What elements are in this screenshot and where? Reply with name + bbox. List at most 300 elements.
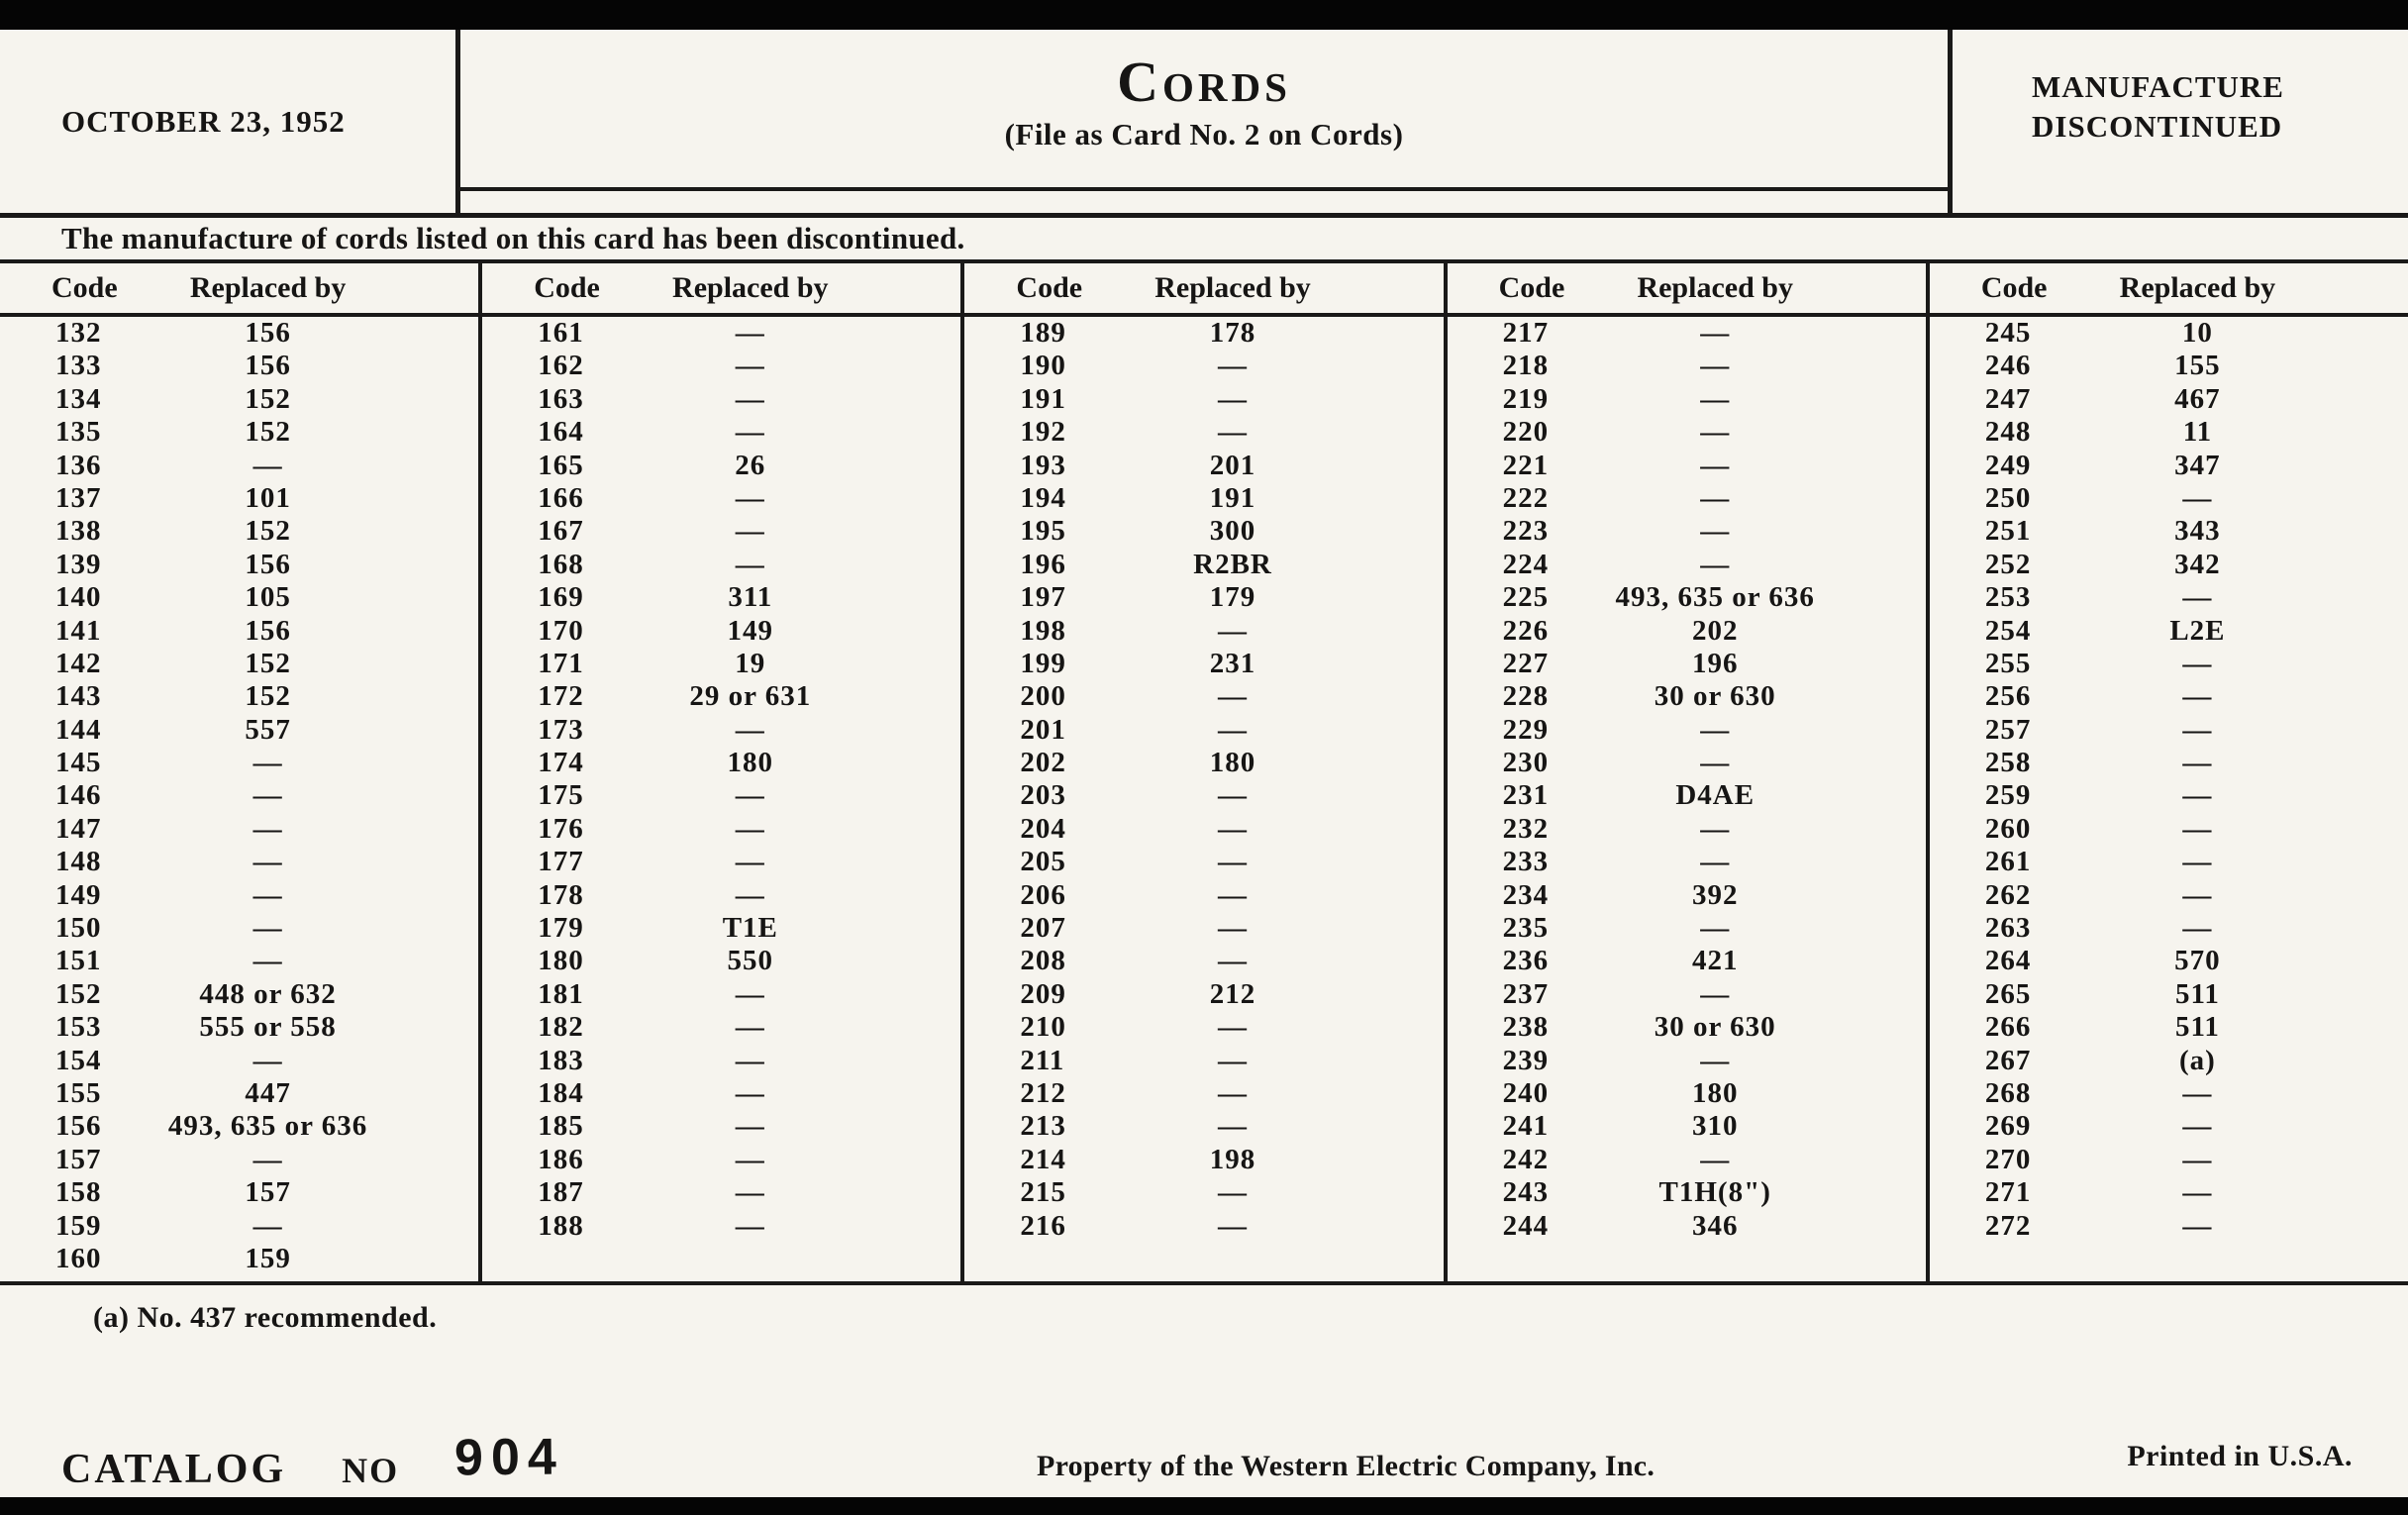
code-cell: 171 [538,647,584,679]
code-cell: 213 [1020,1110,1066,1143]
code-cell: 168 [538,548,584,580]
replaced-cell: — [1218,1209,1248,1242]
table-row [0,1110,478,1143]
replaced-cell: 157 [245,1176,291,1209]
code-cell: 174 [538,747,584,779]
table-row [964,1045,1443,1077]
replaced-cell: — [252,912,283,945]
replaced-cell: — [735,878,765,911]
table-row [1930,1077,2408,1110]
code-cell: 136 [55,449,102,481]
replaced-cell: 152 [245,416,291,449]
table-row [964,615,1443,648]
code-cell: 201 [1020,713,1066,746]
replaced-cell: — [1218,779,1248,812]
table-row [0,747,478,779]
table-row [964,1077,1443,1110]
replaced-cell: — [735,846,765,878]
code-cell: 256 [1984,680,2032,713]
code-cell: 246 [1984,350,2032,382]
table-row [1448,879,1926,912]
replaced-cell: — [252,747,283,779]
replaced-cell: 347 [2174,449,2221,481]
code-cell: 237 [1502,977,1550,1010]
code-cell: 257 [1984,713,2032,746]
code-cell: 183 [538,1044,584,1076]
table-row [0,1176,478,1209]
replaced-cell: — [2182,846,2213,878]
code-cell: 196 [1020,548,1066,580]
table-row [964,350,1443,382]
code-cell: 231 [1502,779,1550,812]
code-cell: 195 [1020,515,1066,548]
code-cell: 159 [55,1209,102,1242]
table-row [482,581,960,614]
replaced-cell: 300 [1209,515,1256,548]
code-cell: 173 [538,713,584,746]
replaced-cell: — [252,878,283,911]
table-row [482,978,960,1011]
table-row [964,945,1443,977]
replaced-cell: 392 [1691,878,1739,911]
code-cell: 206 [1020,878,1066,911]
replaced-cell: — [1700,912,1731,945]
table-row [482,813,960,846]
code-cell: 222 [1502,481,1550,514]
replaced-cell: — [735,1076,765,1109]
table-row [0,615,478,648]
table-row [0,813,478,846]
replaced-cell: — [1700,812,1731,845]
code-cell: 149 [55,878,102,911]
replaced-cell: 493, 635 or 636 [167,1110,368,1143]
code-cell: 190 [1020,350,1066,382]
table-row [1448,978,1926,1011]
code-header: Code [51,271,118,304]
replaced-cell: — [1218,846,1248,878]
code-cell: 217 [1502,317,1550,349]
replaced-cell: — [1700,1143,1731,1175]
table-row [1930,549,2408,581]
table-row [1930,450,2408,482]
table-row [1930,515,2408,548]
code-cell: 211 [1020,1044,1065,1076]
code-cell: 142 [55,647,102,679]
table-row [1930,1011,2408,1044]
code-cell: 182 [538,1011,584,1044]
code-cell: 240 [1502,1076,1550,1109]
code-cell: 248 [1984,416,2032,449]
table-row [964,482,1443,515]
table-row [0,1210,478,1243]
table-row [1448,1077,1926,1110]
table-row [0,648,478,680]
replaced-cell: 180 [1691,1076,1739,1109]
code-cell: 225 [1502,581,1550,614]
table-row [1930,813,2408,846]
replaced-cell: 493, 635 or 636 [1615,581,1815,614]
replaced-cell: 11 [2182,416,2213,449]
code-cell: 176 [538,812,584,845]
replaced-cell: — [252,812,283,845]
replaced-cell: — [1700,977,1731,1010]
code-cell: 267 [1984,1044,2032,1076]
replaced-cell: — [1218,614,1248,647]
table-row [482,714,960,747]
code-cell: 139 [55,548,102,580]
replaced-cell: — [735,515,765,548]
page-title: Cords [1117,50,1291,114]
table-row [482,879,960,912]
table-row [0,549,478,581]
table-row [482,680,960,713]
code-cell: 163 [538,382,584,415]
replaced-cell: 310 [1691,1110,1739,1143]
table-row [1930,747,2408,779]
replaced-cell: — [252,846,283,878]
table-row [1930,317,2408,350]
replaced-cell: 212 [1209,977,1256,1010]
code-cell: 175 [538,779,584,812]
replaced-cell: — [1218,1076,1248,1109]
table-row [1448,482,1926,515]
table-header-row [482,263,960,317]
file-as-subtitle: (File as Card No. 2 on Cords) [1004,117,1404,152]
replaced-cell: 421 [1691,945,1739,977]
code-cell: 160 [55,1242,102,1274]
replaced-by-header: Replaced by [189,271,347,304]
table-row [1930,350,2408,382]
code-cell: 214 [1020,1143,1066,1175]
table-row [964,912,1443,945]
table-row [1448,945,1926,977]
code-cell: 192 [1020,416,1066,449]
code-cell: 144 [55,713,102,746]
replaced-cell: 570 [2174,945,2221,977]
replaced-cell: 180 [727,747,774,779]
code-cell: 177 [538,846,584,878]
table-row [0,779,478,812]
code-cell: 265 [1984,977,2032,1010]
replaced-cell: 447 [245,1076,291,1109]
replaced-cell: 198 [1209,1143,1256,1175]
replaced-cell: — [735,812,765,845]
table-row [0,714,478,747]
replaced-by-header: Replaced by [1154,271,1311,304]
replaced-cell: — [1218,416,1248,449]
replaced-cell: — [2182,1176,2213,1209]
table-row [482,779,960,812]
table-row [482,450,960,482]
replaced-cell: — [735,779,765,812]
table-row [964,581,1443,614]
table-row [0,978,478,1011]
code-cell: 132 [55,317,102,349]
code-cell: 264 [1984,945,2032,977]
table-row [1448,1144,1926,1176]
replaced-cell: — [1700,350,1731,382]
code-cell: 140 [55,581,102,614]
code-cell: 238 [1502,1011,1550,1044]
table-row [0,879,478,912]
table-row [482,945,960,977]
code-cell: 219 [1502,382,1550,415]
table-row [964,1176,1443,1209]
table-row [0,350,478,382]
code-cell: 258 [1984,747,2032,779]
replaced-cell: — [2182,747,2213,779]
code-cell: 272 [1984,1209,2032,1242]
header-title-section [460,30,1948,191]
table-row [482,1110,960,1143]
replaced-cell: — [2182,713,2213,746]
code-cell: 181 [538,977,584,1010]
replaced-cell: 30 or 630 [1654,680,1776,713]
table-row [964,747,1443,779]
printed-in-text: Printed in U.S.A. [2127,1440,2353,1472]
table-row [964,1110,1443,1143]
code-cell: 247 [1984,382,2032,415]
code-cell: 239 [1502,1044,1550,1076]
table-row [482,1045,960,1077]
code-cell: 228 [1502,680,1550,713]
code-cell: 251 [1984,515,2032,548]
table-row [964,515,1443,548]
table-row [1930,383,2408,416]
replaced-cell: — [1700,515,1731,548]
table-row [0,1243,478,1275]
code-cell: 205 [1020,846,1066,878]
code-cell: 234 [1502,878,1550,911]
replaced-cell: — [252,1209,283,1242]
code-header: Code [1016,271,1083,304]
code-cell: 220 [1502,416,1550,449]
table-row [964,416,1443,449]
catalog-label: CATALOG [61,1447,287,1492]
table-row [1930,416,2408,449]
replaced-cell: — [1700,416,1731,449]
table-row [964,680,1443,713]
code-cell: 236 [1502,945,1550,977]
code-cell: 232 [1502,812,1550,845]
replaced-cell: 159 [245,1242,291,1274]
replaced-cell: L2E [2169,614,2226,647]
table-row [1930,912,2408,945]
code-cell: 133 [55,350,102,382]
table-row [1448,714,1926,747]
replaced-cell: 511 [2174,977,2220,1010]
table-row [1930,978,2408,1011]
code-cell: 137 [55,481,102,514]
replaced-cell: — [735,317,765,349]
table-header-row [0,263,478,317]
code-cell: 253 [1984,581,2032,614]
table-row [1448,1011,1926,1044]
table-row [482,482,960,515]
code-cell: 204 [1020,812,1066,845]
table-row [0,515,478,548]
replaced-cell: 101 [245,481,291,514]
table-row [1930,1210,2408,1243]
replaced-cell: 557 [245,713,291,746]
table-row [482,1077,960,1110]
table-row [482,549,960,581]
table-row [964,648,1443,680]
replaced-cell: 105 [245,581,291,614]
table-row [964,813,1443,846]
table-row [1448,1210,1926,1243]
code-cell: 260 [1984,812,2032,845]
code-cell: 178 [538,878,584,911]
table-row [1448,779,1926,812]
table-row [1448,350,1926,382]
replaced-cell: 26 [735,449,766,481]
replaced-cell: 180 [1209,747,1256,779]
code-cell: 143 [55,680,102,713]
table-row [1448,680,1926,713]
code-cell: 169 [538,581,584,614]
code-cell: 157 [55,1143,102,1175]
replaced-cell: 155 [2174,350,2221,382]
table-row [0,1011,478,1044]
code-cell: 229 [1502,713,1550,746]
table-row [482,1176,960,1209]
replaced-cell: — [1218,713,1248,746]
replaced-cell: — [1218,1110,1248,1143]
table-row [482,747,960,779]
table-row [1930,879,2408,912]
table-row [0,581,478,614]
code-cell: 189 [1020,317,1066,349]
cords-table [0,263,2408,1285]
table-row [482,648,960,680]
replaced-cell: — [735,1176,765,1209]
replaced-cell: — [2182,680,2213,713]
code-cell: 138 [55,515,102,548]
table-row [1448,1045,1926,1077]
code-header: Code [1980,271,2048,304]
replaced-cell: (a) [2178,1044,2216,1076]
replaced-cell: 179 [1209,581,1256,614]
code-cell: 198 [1020,614,1066,647]
table-row [0,912,478,945]
code-cell: 262 [1984,878,2032,911]
replaced-cell: 201 [1209,449,1256,481]
replaced-cell: — [1218,1011,1248,1044]
table-row [482,1011,960,1044]
status-line-2: DISCONTINUED [2032,109,2283,145]
code-cell: 194 [1020,481,1066,514]
table-row [1448,813,1926,846]
table-row [482,1210,960,1243]
code-cell: 252 [1984,548,2032,580]
code-cell: 191 [1020,382,1066,415]
code-cell: 250 [1984,481,2032,514]
replaced-cell: — [1218,382,1248,415]
code-cell: 141 [55,614,102,647]
replaced-cell: — [1700,382,1731,415]
card-footer [0,1428,2408,1497]
table-row [1448,846,1926,878]
replaced-by-header: Replaced by [2119,271,2276,304]
replaced-cell: 343 [2174,515,2221,548]
replaced-cell: 30 or 630 [1654,1011,1776,1044]
table-row [1930,1144,2408,1176]
code-cell: 155 [55,1076,102,1109]
replaced-cell: 152 [245,647,291,679]
table-row [0,1045,478,1077]
code-cell: 186 [538,1143,584,1175]
code-cell: 271 [1984,1176,2032,1209]
code-cell: 153 [55,1011,102,1044]
replaced-cell: — [252,1143,283,1175]
replaced-cell: — [1700,747,1731,779]
status-line-1: MANUFACTURE [2032,69,2284,104]
card-page [0,30,2408,1497]
table-row [1930,714,2408,747]
replaced-cell: 19 [735,647,766,679]
replaced-cell: — [735,382,765,415]
table-row [1448,515,1926,548]
table-row [1930,945,2408,977]
replaced-cell: — [1700,846,1731,878]
code-cell: 156 [55,1110,102,1143]
replaced-cell: — [252,1044,283,1076]
table-row [0,1144,478,1176]
code-cell: 208 [1020,945,1066,977]
replaced-cell: T1E [722,912,778,945]
table-row [1448,1110,1926,1143]
replaced-cell: — [735,1044,765,1076]
replaced-cell: — [1700,548,1731,580]
replaced-cell: — [1700,713,1731,746]
replaced-cell: — [2182,481,2213,514]
code-cell: 197 [1020,581,1066,614]
replaced-cell: — [2182,1209,2213,1242]
replaced-cell: — [735,350,765,382]
replaced-cell: — [735,481,765,514]
code-cell: 151 [55,945,102,977]
replaced-cell: — [2182,1143,2213,1175]
code-cell: 145 [55,747,102,779]
replaced-cell: — [735,548,765,580]
catalog-no-label: NO [342,1451,400,1490]
replaced-cell: 152 [245,680,291,713]
code-cell: 164 [538,416,584,449]
table-column-group [964,263,1447,1281]
replaced-cell: 342 [2174,548,2221,580]
table-column-group [482,263,964,1281]
table-column-group [1930,263,2408,1281]
code-cell: 158 [55,1176,102,1209]
code-cell: 270 [1984,1143,2032,1175]
table-row [964,317,1443,350]
code-cell: 135 [55,416,102,449]
code-cell: 193 [1020,449,1066,481]
table-row [0,450,478,482]
replaced-cell: — [1218,912,1248,945]
footnote: (a) No. 437 recommended. [93,1301,438,1335]
replaced-cell: — [2182,647,2213,679]
code-cell: 254 [1984,614,2032,647]
replaced-cell: — [1218,945,1248,977]
replaced-cell: 467 [2174,382,2221,415]
table-row [1448,416,1926,449]
code-cell: 255 [1984,647,2032,679]
replaced-cell: 550 [727,945,774,977]
code-cell: 199 [1020,647,1066,679]
table-row [0,416,478,449]
